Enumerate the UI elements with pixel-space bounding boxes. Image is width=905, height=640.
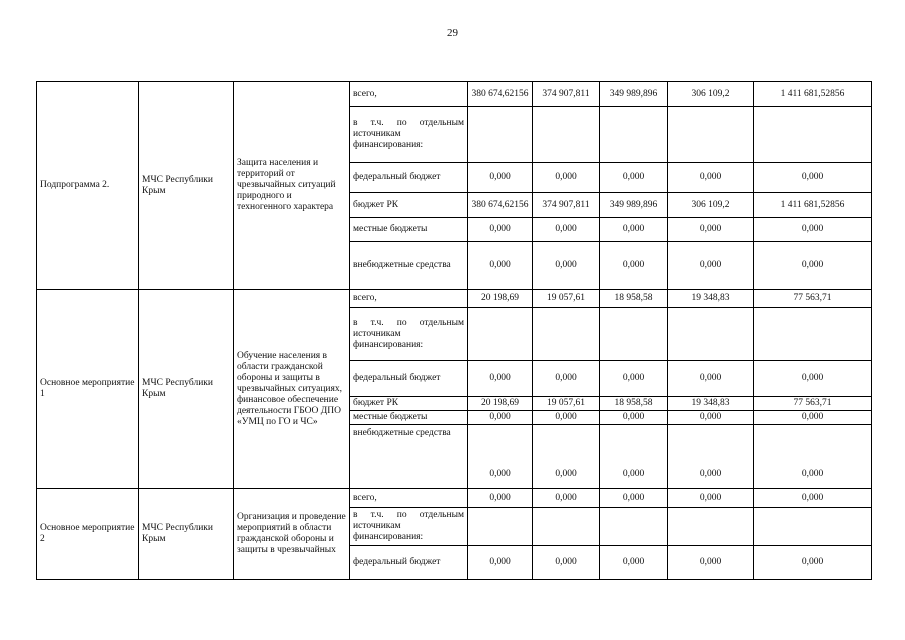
value-cell: 380 674,62156 — [468, 193, 533, 218]
value-cell: 0,000 — [468, 489, 533, 508]
value-cell: 0,000 — [600, 361, 668, 397]
source-cell: бюджет РК — [350, 193, 468, 218]
value-cell: 0,000 — [754, 489, 872, 508]
source-cell — [350, 308, 468, 361]
value-cell: 18 958,58 — [600, 290, 668, 308]
source-cell: всего, — [350, 82, 468, 107]
value-cell: 0,000 — [754, 361, 872, 397]
value-cell: 0,000 — [668, 242, 754, 290]
value-cell: 0,000 — [754, 218, 872, 242]
value-cell: 77 563,71 — [754, 397, 872, 411]
value-cell: 0,000 — [600, 546, 668, 580]
value-cell: 0,000 — [468, 411, 533, 425]
source-text: в т.ч. по отдельным источникам финансирования: — [353, 510, 464, 542]
source-cell: местные бюджеты — [350, 411, 468, 425]
executor-cell: МЧС Республики Крым — [139, 82, 234, 290]
value-cell — [468, 107, 533, 163]
value-cell: 19 348,83 — [668, 397, 754, 411]
program-cell: Основное мероприятие 1 — [37, 290, 139, 489]
value-cell — [600, 508, 668, 546]
value-cell — [668, 107, 754, 163]
source-cell: всего, — [350, 290, 468, 308]
source-cell: внебюджетные средства — [350, 242, 468, 290]
value-cell: 0,000 — [668, 546, 754, 580]
value-cell — [668, 308, 754, 361]
value-cell: 20 198,69 — [468, 290, 533, 308]
value-cell — [468, 308, 533, 361]
value-cell: 0,000 — [533, 425, 600, 489]
value-cell: 306 109,2 — [668, 193, 754, 218]
value-cell: 0,000 — [754, 242, 872, 290]
budget-table — [36, 81, 872, 580]
value-cell: 19 057,61 — [533, 290, 600, 308]
measure-name-cell: Защита населения и территорий от чрезвычайных ситуаций природного и техногенного характера — [234, 82, 350, 290]
value-cell: 1 411 681,52856 — [754, 82, 872, 107]
table-row — [37, 489, 872, 508]
value-cell: 0,000 — [533, 546, 600, 580]
source-cell: бюджет РК — [350, 397, 468, 411]
value-cell — [754, 508, 872, 546]
value-cell: 0,000 — [668, 489, 754, 508]
source-cell: федеральный бюджет — [350, 361, 468, 397]
value-cell: 0,000 — [533, 361, 600, 397]
value-cell: 20 198,69 — [468, 397, 533, 411]
value-cell: 0,000 — [600, 242, 668, 290]
value-cell — [533, 107, 600, 163]
value-cell: 0,000 — [600, 218, 668, 242]
value-cell: 0,000 — [600, 163, 668, 193]
source-cell: федеральный бюджет — [350, 546, 468, 580]
program-cell: Основное мероприятие 2 — [37, 489, 139, 580]
value-cell: 0,000 — [668, 361, 754, 397]
value-cell: 0,000 — [754, 411, 872, 425]
value-cell: 380 674,62156 — [468, 82, 533, 107]
value-cell: 0,000 — [468, 361, 533, 397]
value-cell: 349 989,896 — [600, 82, 668, 107]
value-cell: 0,000 — [468, 218, 533, 242]
measure-name-cell: Обучение населения в области гражданской обороны и защиты в чрезвычайных ситуациях, финансовое обеспечение деятельности ГБОО ДПО «УМЦ по ГО и ЧС» — [234, 290, 350, 489]
value-cell: 0,000 — [600, 411, 668, 425]
value-cell: 0,000 — [754, 546, 872, 580]
source-cell: федеральный бюджет — [350, 163, 468, 193]
value-cell: 374 907,811 — [533, 82, 600, 107]
source-text: в т.ч. по отдельным источникам финансирования: — [353, 118, 464, 150]
value-cell: 349 989,896 — [600, 193, 668, 218]
value-cell: 1 411 681,52856 — [754, 193, 872, 218]
value-cell — [754, 308, 872, 361]
value-cell: 0,000 — [668, 411, 754, 425]
source-cell — [350, 508, 468, 546]
value-cell: 0,000 — [468, 425, 533, 489]
value-cell — [468, 508, 533, 546]
source-cell: местные бюджеты — [350, 218, 468, 242]
value-cell — [533, 308, 600, 361]
value-cell: 0,000 — [668, 163, 754, 193]
source-cell: внебюджетные средства — [350, 425, 468, 489]
source-text: в т.ч. по отдельным источникам финансирования: — [353, 317, 464, 350]
value-cell: 0,000 — [468, 242, 533, 290]
value-cell: 0,000 — [533, 218, 600, 242]
value-cell: 19 057,61 — [533, 397, 600, 411]
executor-cell: МЧС Республики Крым — [139, 290, 234, 489]
table-row — [37, 82, 872, 107]
table-row — [37, 290, 872, 308]
value-cell: 0,000 — [600, 425, 668, 489]
value-cell — [600, 107, 668, 163]
value-cell: 0,000 — [600, 489, 668, 508]
value-cell: 19 348,83 — [668, 290, 754, 308]
value-cell — [668, 508, 754, 546]
value-cell: 18 958,58 — [600, 397, 668, 411]
page-number: 29 — [447, 27, 458, 39]
value-cell: 0,000 — [754, 425, 872, 489]
value-cell: 0,000 — [533, 489, 600, 508]
value-cell: 0,000 — [468, 546, 533, 580]
value-cell: 0,000 — [468, 163, 533, 193]
value-cell: 0,000 — [754, 163, 872, 193]
value-cell: 374 907,811 — [533, 193, 600, 218]
program-cell: Подпрограмма 2. — [37, 82, 139, 290]
value-cell: 0,000 — [668, 218, 754, 242]
value-cell: 0,000 — [668, 425, 754, 489]
value-cell: 0,000 — [533, 411, 600, 425]
value-cell: 0,000 — [533, 163, 600, 193]
value-cell — [754, 107, 872, 163]
source-cell — [350, 107, 468, 163]
executor-cell: МЧС Республики Крым — [139, 489, 234, 580]
value-cell — [600, 308, 668, 361]
value-cell: 306 109,2 — [668, 82, 754, 107]
value-cell: 77 563,71 — [754, 290, 872, 308]
value-cell: 0,000 — [533, 242, 600, 290]
measure-name-cell: Организация и проведение мероприятий в области гражданской обороны и защиты в чрезвычайных — [234, 489, 350, 580]
value-cell — [533, 508, 600, 546]
source-cell: всего, — [350, 489, 468, 508]
